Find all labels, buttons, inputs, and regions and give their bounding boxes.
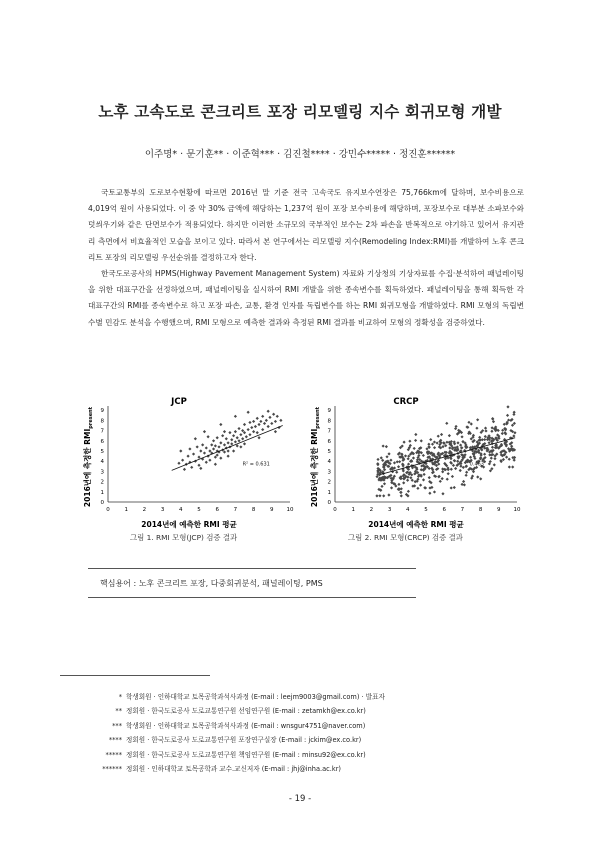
data-point [490,430,493,433]
data-point [463,483,466,486]
data-point [412,456,415,459]
data-point [448,434,451,437]
data-point [216,436,219,439]
data-point [375,494,378,497]
footnote-4 [60,733,385,747]
y-tick-label: 7 [100,428,104,435]
data-point [397,483,400,486]
keyword-rule-top [88,568,416,569]
data-point [232,434,235,437]
chart-title: CRCP [393,397,419,407]
data-point [261,428,264,431]
data-point [431,443,434,446]
footnote-5 [60,748,385,762]
y-tick-label: 8 [100,418,104,425]
data-point [230,442,233,445]
y-tick-label: 0 [327,500,331,506]
footnote-mark: ***** [105,750,122,759]
data-point [505,456,508,459]
data-point [456,441,459,444]
data-point [257,436,260,439]
data-point [451,475,454,478]
data-point [450,468,453,471]
abstract-paragraph-1: 국토교통부의 도로보수현황에 따르면 2016년 말 기준 전국 고속국도 유지보수연장은 75,766km에 달하며, 보수비용으로 4,019억 원이 사용되었다. 이 중 약 30% 금액에 해당하는 1,237억 원이 포장 보수비용에 해당하며, 포장보수로 대부분 소파보수와 덧씌우기와 같은 단면보수가 적용되었다. 하지만 이러한 소규모의 국부적인 보수는 2차 파손을 반복적으로 야기하고 있어서 유지관리 측면에서 비효율적인 모습을 보이고 있다. 따라서 본 연구에서는 리모델링 지수(Remodeling Index:RMI)를 개발하여 노후 콘크리트 포장의 리모델링 우선순위를 결정하고자 한다. [88,188,524,262]
data-point [214,456,217,459]
footnote-text: 정회원 · 한국도로공사 도로교통연구원 선임연구원 (E-mail : zetamkh@ex.co.kr) [126,707,366,716]
data-point [453,486,456,489]
data-point [389,459,392,462]
data-point [376,458,379,461]
data-point [506,405,509,408]
data-point [397,465,400,468]
figure-2-caption: 그림 2. RMI 모형(CRCP) 검증 결과 [348,533,463,542]
data-point [407,463,410,466]
data-point [190,466,193,469]
y-axis-label-sub: present [315,406,321,429]
data-point [214,463,217,466]
data-point [508,465,511,468]
data-point [248,421,251,424]
data-point [227,441,230,444]
data-point [459,469,462,472]
data-point [241,437,244,440]
data-point [197,464,200,467]
data-point [465,474,468,477]
data-point [197,456,200,459]
data-point [217,445,220,448]
footnote-text: 정회원 · 인하대학교 토목공학과 교수.교신저자 (E-mail : jhj@inha.ac.kr) [126,765,341,774]
data-point [383,482,386,485]
data-point [265,419,268,422]
footnote-separator [60,675,210,676]
data-point [493,463,496,466]
footnote-mark: * [118,693,122,701]
data-point [212,447,215,450]
x-axis-label: 2014년에 예측한 RMI 평균 [368,520,464,529]
footnote-3 [60,719,385,733]
data-point [237,439,240,442]
data-point [201,443,204,446]
data-point [385,455,388,458]
data-point [456,460,459,463]
data-point [252,420,255,423]
x-tick-label: 0 [106,507,110,513]
keywords: 핵심용어 : 노후 콘크리트 포장, 다중회귀분석, 패널레이팅, PMS [100,579,323,588]
data-point [393,461,396,464]
data-point [181,459,184,462]
data-point [234,415,237,418]
data-point [462,480,465,483]
y-axis-label-main: 2016년에 측정한 RMI [310,428,319,508]
footnote-mark: ****** [102,765,122,774]
footnote-text: 학생회원 · 인하대학교 토목공학과석사과정 (E-mail : leejm9003@gmail.com) · 발표자 [126,693,385,701]
data-point [491,446,494,449]
x-tick-label: 7 [233,507,238,513]
data-point [250,426,253,429]
x-tick-label: 4 [406,507,410,513]
data-point [414,439,417,442]
data-point [459,444,462,447]
data-point [256,417,259,420]
data-point [488,441,491,444]
data-point [196,445,199,448]
footnote-mark: **** [108,736,122,745]
y-tick-label: 4 [100,459,104,466]
data-point [274,430,277,433]
data-point [439,480,442,483]
data-point [223,450,226,453]
footnote-text: 학생회원 · 인하대학교 토목공학과석사과정 (E-mail : wnsgur4751@naver.com) [126,721,366,730]
data-point [490,456,493,459]
data-point [219,441,222,444]
data-point [380,456,383,459]
x-tick-label: 4 [179,507,183,513]
x-tick-label: 8 [251,507,256,513]
data-point [399,491,402,494]
data-point [503,423,506,426]
data-point [433,440,436,443]
data-point [236,444,239,447]
data-point [414,433,417,436]
data-point [483,453,486,456]
y-tick-label: 3 [100,469,104,476]
data-point [492,420,495,423]
abstract [88,185,524,331]
data-point [506,414,509,417]
data-point [413,447,416,450]
data-point [406,479,409,482]
data-point [429,438,432,441]
data-point [183,468,186,471]
data-point [276,415,279,418]
data-point [423,473,426,476]
data-point [433,490,436,493]
data-point [199,449,202,452]
footnotes [60,690,385,776]
data-point [223,430,226,433]
data-point [484,429,487,432]
data-point [382,444,385,447]
data-point [210,443,213,446]
data-point [221,434,224,437]
data-point [236,436,239,439]
data-point [223,443,226,446]
y-tick-label: 1 [100,489,104,496]
data-point [402,441,405,444]
data-point [475,427,478,430]
data-point [460,483,463,486]
data-point [512,434,515,437]
data-point [279,419,282,422]
y-axis-label-sub: present [88,406,94,429]
footnote-6 [60,762,385,776]
data-point [450,486,453,489]
figure-2 [305,390,525,540]
footnote-2 [60,704,385,718]
y-tick-label: 1 [327,489,331,496]
data-point [267,425,270,428]
data-point [511,465,514,468]
data-point [493,457,496,460]
data-point [241,429,244,432]
data-point [247,428,250,431]
chart-title: JCP [171,397,187,407]
x-tick-label: 0 [333,507,337,513]
data-point [208,459,211,462]
data-point [380,485,383,488]
figure-1 [78,390,298,540]
x-tick-label: 6 [442,507,446,513]
data-point [385,445,388,448]
y-tick-label: 7 [327,428,331,435]
r-squared-label: R² = 0.631 [242,461,270,468]
data-point [402,481,405,484]
data-point [469,456,472,459]
data-point [436,441,439,444]
data-point [227,449,230,452]
x-tick-label: 1 [124,507,128,513]
data-point [446,478,449,481]
data-point [243,431,246,434]
data-point [252,430,255,433]
data-point [460,435,463,438]
data-point [234,440,237,443]
data-point [428,492,431,495]
data-point [387,493,390,496]
data-point [268,416,271,419]
x-tick-label: 2 [369,507,374,513]
data-point [247,411,250,414]
y-tick-label: 5 [100,449,104,455]
data-point [245,435,248,438]
data-point [267,410,270,413]
data-point [398,460,401,463]
data-point [243,442,246,445]
data-point [422,454,425,457]
data-point [263,422,266,425]
data-point [481,438,484,441]
footnote-mark: ** [115,707,122,716]
data-point [400,494,403,497]
data-point [228,431,231,434]
data-point [465,471,468,474]
data-point [476,475,479,478]
r-squared-label: 0.463 [469,461,485,468]
data-point [444,444,447,447]
y-tick-label: 3 [327,469,331,476]
footnote-text: 정회원 · 한국도로공사 도로교통연구원 포장연구실장 (E-mail : jckim@ex.co.kr) [126,736,362,745]
y-tick-label: 8 [327,418,331,425]
y-tick-label: 2 [100,479,104,486]
data-point [428,476,431,479]
data-point [441,492,444,495]
y-axis-label [309,406,321,507]
data-point [427,443,430,446]
data-point [219,457,222,460]
data-point [225,437,228,440]
figure-1-caption: 그림 1. RMI 모형(JCP) 검증 결과 [130,533,238,542]
data-point [484,427,487,430]
data-point [387,452,390,455]
data-point [227,455,230,458]
data-point [404,454,407,457]
y-tick-label: 4 [327,459,331,466]
data-point [216,453,219,456]
data-point [261,415,264,418]
y-tick-label: 2 [327,479,331,486]
data-point [416,487,419,490]
data-point [234,430,237,433]
x-tick-label: 10 [513,507,521,513]
x-tick-label: 3 [160,507,165,513]
data-point [243,423,246,426]
jcp-scatter-chart [78,390,298,540]
data-point [454,425,457,428]
data-point [448,446,451,449]
x-tick-label: 3 [387,507,392,513]
data-point [194,437,197,440]
data-point [501,432,504,435]
data-point [214,444,217,447]
data-point [513,411,516,414]
data-point [378,494,381,497]
data-point [177,462,180,465]
data-point [207,435,210,438]
data-point [248,433,251,436]
data-point [390,486,393,489]
data-point [408,440,411,443]
data-point [272,413,275,416]
y-tick-label: 9 [100,408,104,415]
data-point [420,468,423,471]
paper-title: 노후 고속도로 콘크리트 포장 리모델링 지수 회귀모형 개발 [98,103,502,121]
data-point [491,417,494,420]
data-point [192,452,195,455]
x-tick-label: 5 [424,507,428,513]
data-point [256,431,259,434]
page-number: - 19 - [288,794,312,804]
data-point [232,449,235,452]
data-point [219,423,222,426]
y-axis-label-main: 2016년에 측정한 RMI [83,428,92,508]
x-tick-label: 9 [270,507,274,513]
footnote-mark: *** [112,721,122,730]
data-point [237,427,240,430]
data-point [467,421,470,424]
data-point [437,435,440,438]
data-point [395,471,398,474]
data-point [422,478,425,481]
data-point [420,439,423,442]
data-point [407,457,410,460]
data-point [274,420,277,423]
data-point [460,446,463,449]
x-tick-label: 5 [197,507,201,513]
data-point [257,423,260,426]
data-point [205,446,208,449]
data-point [203,451,206,454]
y-axis-label [82,406,94,507]
data-point [259,420,262,423]
data-point [382,494,385,497]
author-list: 이주명* · 문기훈** · 이준혁*** · 김진철**** · 강민수***** · 정진훈****** [144,149,456,160]
data-point [445,441,448,444]
data-point [454,467,457,470]
data-point [441,470,444,473]
data-point [407,490,410,493]
data-point [239,433,242,436]
data-point [203,430,206,433]
x-tick-label: 2 [142,507,147,513]
data-point [205,461,208,464]
data-point [212,439,215,442]
data-point [478,436,481,439]
data-point [441,477,444,480]
y-tick-label: 6 [100,438,104,445]
data-point [445,422,448,425]
data-point [447,472,450,475]
y-tick-label: 6 [327,438,331,445]
data-point [479,477,482,480]
data-point [470,422,473,425]
y-tick-label: 0 [100,500,104,506]
keyword-rule-bottom [88,597,416,598]
data-point [188,447,191,450]
data-point [440,433,443,436]
data-point [508,458,511,461]
x-axis-label: 2014년에 예측한 RMI 평균 [141,520,237,529]
crcp-scatter-chart [305,390,525,540]
footnote-1 [60,690,385,704]
y-tick-label: 5 [327,449,331,455]
x-tick-label: 6 [215,507,219,513]
x-tick-label: 10 [286,507,294,513]
data-point [186,455,189,458]
y-tick-label: 9 [327,408,331,415]
data-point [254,425,257,428]
data-point [452,464,455,467]
x-tick-label: 1 [351,507,355,513]
data-point [199,467,202,470]
data-point [208,449,211,452]
x-tick-label: 9 [497,507,501,513]
data-point [239,445,242,448]
data-point [419,484,422,487]
data-point [433,446,436,449]
data-point [179,449,182,452]
data-point [270,422,273,425]
data-point [476,418,479,421]
data-point [381,459,384,462]
abstract-paragraph-2: 한국도로공사의 HPMS(Highway Pavement Management System) 자료와 기상청의 기상자료를 수집·분석하여 패널레이팅을 위한 대표구간을 선정하였으며, 패널레이팅을 실시하여 RMI 개발을 위한 종속변수를 획득하였다. 패널레이팅을 통해 획득한 각 대표구간의 RMI를 종속변수로 하고 포장 파손, 교통, 환경 인자를 독립변수를 하는 RMI 회귀모형을 개발하였다. RMI 모형의 독립변수별 민감도 분석을 수행했으며, RMI 모형으로 예측한 결과와 측정된 RMI 결과를 비교하여 모형의 정확성을 검증하였다. [88,269,524,327]
x-tick-label: 7 [460,507,465,513]
footnote-text: 정회원 · 한국도로공사 도로교통연구원 책임연구원 (E-mail : minsu92@ex.co.kr) [126,750,366,759]
x-tick-label: 8 [478,507,483,513]
data-point [230,438,233,441]
